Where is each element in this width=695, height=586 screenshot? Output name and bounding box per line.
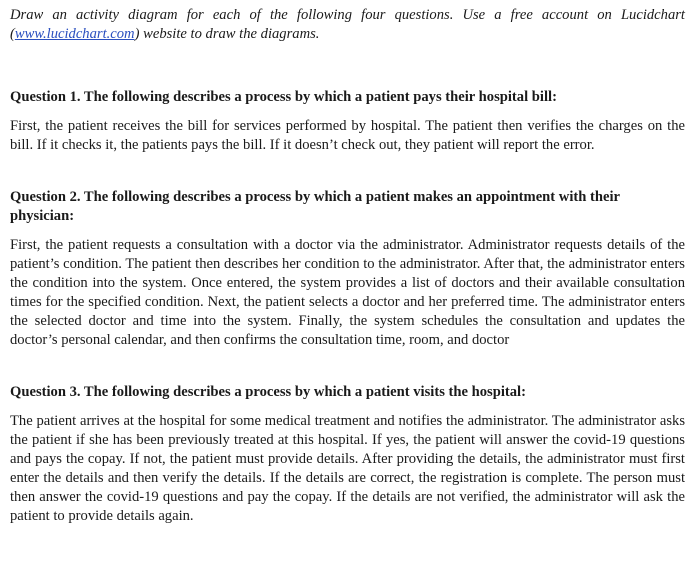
- intro-text-start: Draw an activity diagram for each of the following four questions. Use a free account on Lucidchart (: [10, 7, 685, 42]
- lucidchart-link[interactable]: www.lucidchart.com: [14, 26, 135, 42]
- document-page: [10, 6, 685, 526]
- question-1-body: First, the patient receives the bill for services performed by hospital. The patient then verifies the charges on the bill. If it checks it, the patients pays the bill. If it doesn’t check out, they patient will report the error.: [10, 118, 685, 153]
- question-3-title: Question 3. The following describes a process by which a patient visits the hospital:: [10, 384, 526, 400]
- question-3-body: The patient arrives at the hospital for some medical treatment and notifies the administrator. The administrator asks the patient if she has been previously treated at this hospital. If yes, the patient will answer the covid-19 questions and pays the copay. If not, the patient must provide details. After providing the details, the administrator must first enter the details and then verify the details. If the details are correct, the registration is complete. The person must then answer the covid-19 questions and pay the copay. If the details are not verified, the administrator will ask the patient to provide details again.: [10, 413, 685, 524]
- intro-paragraph: [10, 6, 685, 44]
- question-2-body: First, the patient requests a consultation with a doctor via the administrator. Administrator requests details of the patient’s condition. The patient then describes her condition to the administrator. After that, the administrator enters the condition into the system. Once entered, the system provides a list of doctors and their available consultation times for the specified condition. Next, the patient selects a doctor and her preferred time. The administrator enters the selected doctor and time into the system. Finally, the system schedules the consultation and updates the doctor’s personal calendar, and then confirms the consultation time, room, and doctor: [10, 237, 685, 348]
- question-2-title: Question 2. The following describes a process by which a patient makes an appointment with their physician:: [10, 189, 620, 224]
- question-1-title: Question 1. The following describes a process by which a patient pays their hospital bill:: [10, 89, 557, 105]
- intro-text-end: ) website to draw the diagrams.: [134, 26, 320, 42]
